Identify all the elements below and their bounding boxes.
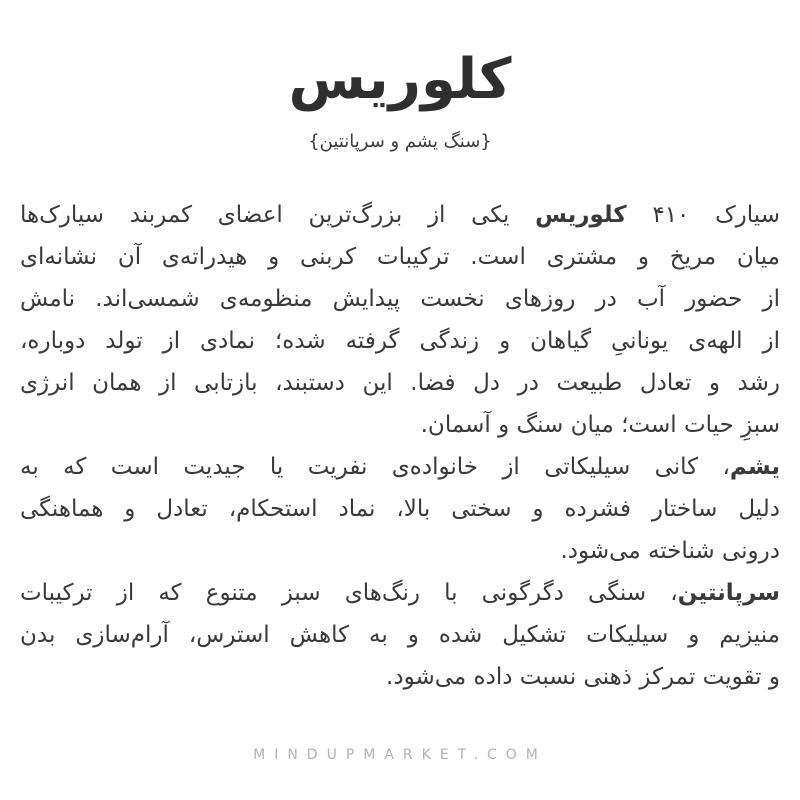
body-line-2-2 xyxy=(20,488,780,530)
body-text-segment: ، سنگی دگرگونی با رنگ‌های سبز متنوع که از ترکیبات xyxy=(20,580,678,606)
body-text-segment: منیزیم و سیلیکات تشکیل شده و به کاهش استرس، آرام‌سازی بدن xyxy=(20,622,780,648)
body-line-1-1 xyxy=(20,194,780,236)
body-bold-term: کلوریس xyxy=(535,202,627,228)
body-text-segment: درونی شناخته می‌شود. xyxy=(560,538,780,564)
body-line-2-1 xyxy=(20,446,780,488)
body-line-3-1 xyxy=(20,572,780,614)
footer-brand: MINDUPMARKET.COM xyxy=(253,747,547,763)
body-line-1-3 xyxy=(20,278,780,320)
body-text-segment: از الهه‌ی یونانیِ گیاهان و زندگی گرفته شده؛ نمادی از تولد دوباره، xyxy=(20,328,780,354)
page-title: کلوریس xyxy=(288,47,512,112)
body-text-segment: دلیل ساختار فشرده و سختی بالا، نماد استحکام، تعادل و هماهنگی xyxy=(20,496,780,522)
body-bold-term: سرپانتین xyxy=(677,580,780,606)
body-text-segment: سیارک ۴۱۰ xyxy=(626,202,780,228)
body-text-segment: میان مریخ و مشتری است. ترکیبات کربنی و هیدراته‌ی آن نشانه‌ای xyxy=(20,244,780,270)
body-line-3-3 xyxy=(20,656,780,698)
body-line-1-2 xyxy=(20,236,780,278)
body-line-1-6 xyxy=(20,404,780,446)
body-line-2-3 xyxy=(20,530,780,572)
body-line-1-5 xyxy=(20,362,780,404)
body-text-segment: رشد و تعادل طبیعت در دل فضا. این دستبند، بازتابی از همان انرژی xyxy=(20,370,780,396)
body-text xyxy=(20,194,780,698)
body-text-segment: ، کانی سیلیکاتی از خانواده‌ی نفریت یا جیدیت است که به xyxy=(20,454,730,480)
page-subtitle: {سنگ یشم و سرپانتین} xyxy=(308,131,492,152)
body-text-segment: از حضور آب در روزهای نخست پیدایش منظومه‌ی شمسی‌اند. نامش xyxy=(20,286,780,312)
body-text-segment: یکی از بزرگ‌ترین اعضای کمربند سیارک‌ها xyxy=(20,202,536,228)
body-line-1-4 xyxy=(20,320,780,362)
body-line-3-2 xyxy=(20,614,780,656)
body-text-segment: سبزِ حیات است؛ میان سنگ و آسمان. xyxy=(420,412,780,438)
body-text-segment: و تقویت تمرکز ذهنی نسبت داده می‌شود. xyxy=(386,664,780,690)
body-bold-term: یشم xyxy=(729,454,780,480)
